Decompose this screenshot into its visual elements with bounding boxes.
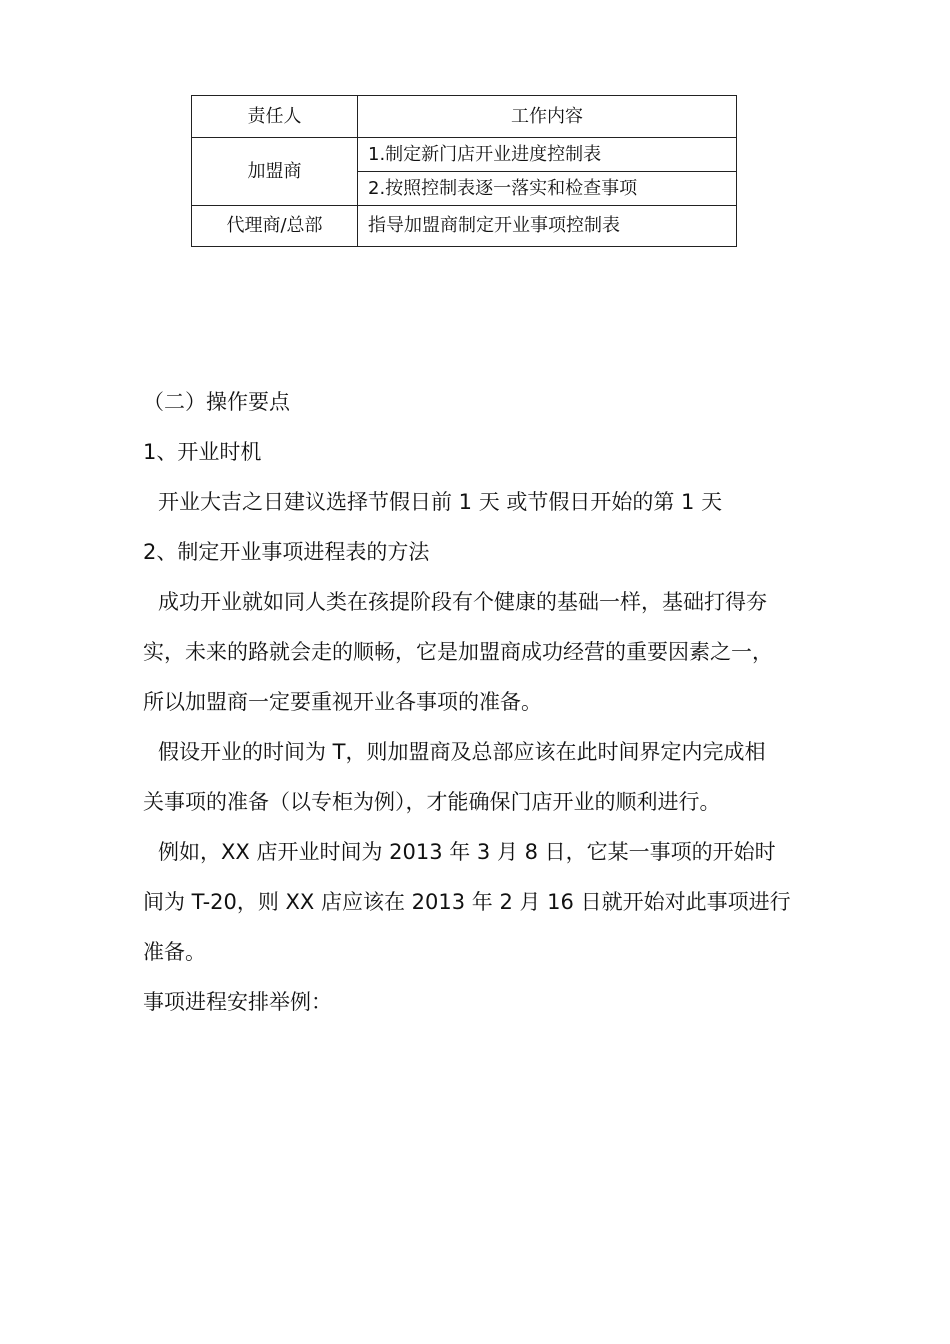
task-cell: 1.制定新门店开业进度控制表 [358, 138, 737, 172]
header-responsible-person: 责任人 [192, 96, 358, 138]
role-franchisee: 加盟商 [192, 138, 358, 206]
paragraph-line: 关事项的准备（以专柜为例），才能确保门店开业的顺利进行。 [143, 790, 721, 814]
closing-line: 事项进程安排举例： [143, 990, 332, 1014]
task-cell: 2.按照控制表逐一落实和检查事项 [358, 172, 737, 206]
table-row [192, 206, 737, 247]
paragraph-line: 间为 T-20，则 XX 店应该在 2013 年 2 月 16 日就开始对此事项进行 [143, 890, 791, 914]
paragraph-line: 例如，XX 店开业时间为 2013 年 3 月 8 日，它某一事项的开始时 [158, 840, 776, 864]
task-cell: 指导加盟商制定开业事项控制表 [358, 206, 737, 247]
responsibility-table [191, 95, 737, 247]
role-agent-hq: 代理商/总部 [192, 206, 358, 247]
header-work-content: 工作内容 [358, 96, 737, 138]
item1-text: 开业大吉之日建议选择节假日前 1 天 或节假日开始的第 1 天 [158, 490, 723, 514]
paragraph-line: 假设开业的时间为 T，则加盟商及总部应该在此时间界定内完成相 [158, 740, 766, 764]
table-row [192, 138, 737, 172]
item1-title: 1、开业时机 [143, 440, 262, 464]
table-header-row [192, 96, 737, 138]
paragraph-line: 准备。 [143, 940, 206, 964]
item2-title: 2、制定开业事项进程表的方法 [143, 540, 430, 564]
paragraph-line: 实，未来的路就会走的顺畅，它是加盟商成功经营的重要因素之一， [143, 640, 773, 664]
paragraph-line: 成功开业就如同人类在孩提阶段有个健康的基础一样，基础打得夯 [158, 590, 767, 614]
paragraph-line: 所以加盟商一定要重视开业各事项的准备。 [143, 690, 542, 714]
section-heading: （二）操作要点 [143, 390, 290, 414]
